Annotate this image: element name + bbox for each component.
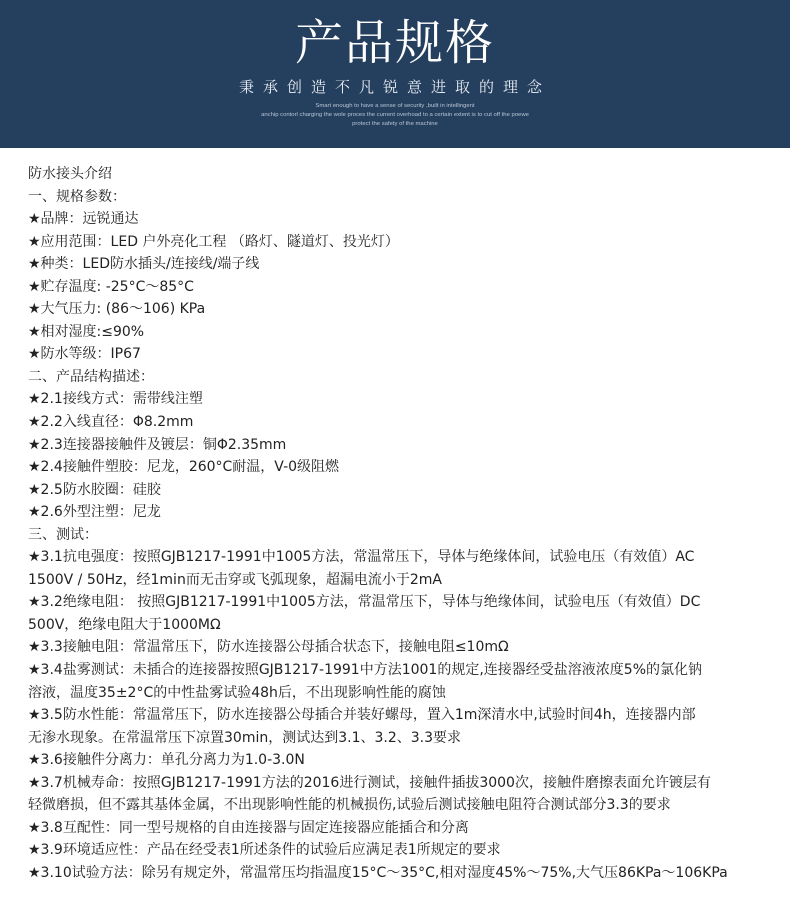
spec-item: ★2.1接线方式：需带线注塑 xyxy=(28,391,203,408)
spec-item: ★防水等级：IP67 xyxy=(28,346,141,363)
spec-item: ★3.1抗电强度：按照GJB1217-1991中1005方法，常温常压下，导体与绝缘体间，试验电压（有效值）AC xyxy=(28,549,695,566)
spec-item: ★3.3接触电阻：常温常压下，防水连接器公母插合状态下，接触电阻≤10mΩ xyxy=(28,639,509,656)
spec-item: ★3.5防水性能：常温常压下，防水连接器公母插合并装好螺母，置入1m深清水中,试验时间4h，连接器内部 xyxy=(28,707,696,724)
spec-item: ★3.4盐雾测试：未插合的连接器按照GJB1217-1991中方法1001的规定,连接器经受盐溶液浓度5%的氯化钠 xyxy=(28,662,702,679)
spec-content xyxy=(0,148,790,885)
header-banner xyxy=(0,0,790,148)
banner-title: 产品规格 xyxy=(294,15,495,71)
banner-english-line: protect the safety of the machine xyxy=(352,121,438,127)
spec-item: ★应用范围：LED 户外亮化工程 （路灯、隧道灯、投光灯） xyxy=(28,233,399,250)
spec-item: ★2.6外型注塑：尼龙 xyxy=(28,504,161,521)
spec-item-continuation: 无渗水现象。在常温常压下凉置30min，测试达到3.1、3.2、3.3要求 xyxy=(28,729,462,746)
spec-item: ★种类：LED防水插头/连接线/端子线 xyxy=(28,256,260,273)
spec-item: ★3.7机械寿命：按照GJB1217-1991方法的2016进行测试，接触件插拔3000次，接触件磨擦表面允许镀层有 xyxy=(28,774,711,791)
spec-item: ★2.3连接器接触件及镀层：铜Φ2.35mm xyxy=(28,436,287,453)
spec-item-continuation: 1500V / 50Hz，经1min而无击穿或飞弧现象，超漏电流小于2mA xyxy=(28,571,442,588)
spec-item-continuation: 轻微磨损，但不露其基体金属，不出现影响性能的机械损伤,试验后测试接触电阻符合测试部分3.3的要求 xyxy=(28,797,671,814)
spec-item: ★3.10试验方法：除另有规定外，常温常压均指温度15°C～35°C,相对湿度45%～75%,大气压86KPa～106KPa xyxy=(28,864,728,881)
banner-english-line: Smart enough to have a sense of security ,built in intellingent xyxy=(315,103,475,109)
spec-item: ★相对湿度:≤90% xyxy=(28,323,145,340)
spec-item: ★3.8互配性：同一型号规格的自由连接器与固定连接器应能插合和分离 xyxy=(28,819,469,836)
banner-english-line: anchip contorl charging the wole proces the current overhoad to a certain extent is to cut off the poewe xyxy=(261,112,529,118)
spec-item: ★大气压力: (86～106) KPa xyxy=(28,301,206,318)
spec-item: ★2.2入线直径：Φ8.2mm xyxy=(28,414,194,431)
spec-item: ★品牌：远锐通达 xyxy=(28,211,139,228)
section-title: 防水接头介绍 xyxy=(28,166,112,182)
spec-item-continuation: 溶液，温度35±2°C的中性盐雾试验48h后，不出现影响性能的腐蚀 xyxy=(28,684,446,701)
spec-item: ★3.2绝缘电阻： 按照GJB1217-1991中1005方法，常温常压下，导体与绝缘体间，试验电压（有效值）DC xyxy=(28,594,701,611)
spec-item: ★2.5防水胶圈：硅胶 xyxy=(28,481,161,498)
banner-slogan: 秉承创造不凡锐意进取的理念 xyxy=(238,78,551,96)
section-heading: 一、规格参数： xyxy=(28,188,126,205)
spec-item: ★2.4接触件塑胶：尼龙，260°C耐温，V-0级阻燃 xyxy=(28,459,340,476)
spec-item-continuation: 500V，绝缘电阻大于1000MΩ xyxy=(28,616,221,633)
spec-item: ★3.9环境适应性：产品在经受表1所述条件的试验后应满足表1所规定的要求 xyxy=(28,842,501,859)
section-heading: 二、产品结构描述： xyxy=(28,368,154,385)
spec-item: ★贮存温度: -25°C～85°C xyxy=(28,278,194,295)
spec-item: ★3.6接触件分离力：单孔分离力为1.0-3.0N xyxy=(28,752,305,769)
section-heading: 三、测试： xyxy=(28,526,98,543)
